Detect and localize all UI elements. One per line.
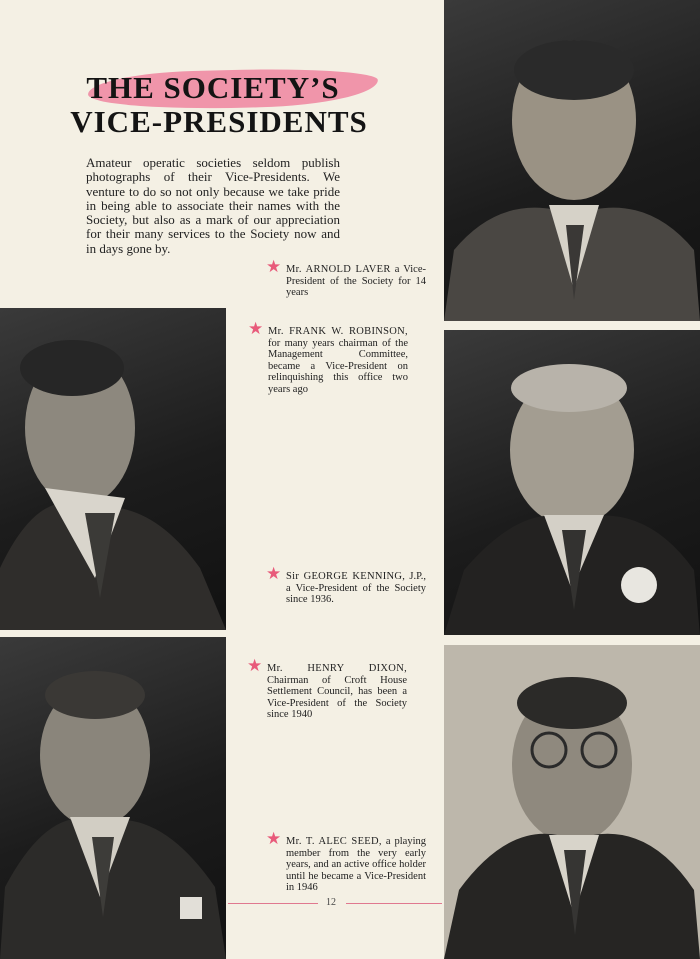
star-icon: ★	[248, 319, 264, 338]
caption-text: J.P., a Vice-President of the Society since 1936.	[286, 571, 426, 606]
caption-frank-robinson	[248, 319, 408, 396]
caption-text: a playing member from the very early years, and an active office holder until he became a Vice-President in 1946	[286, 836, 426, 894]
star-icon: ★	[266, 257, 282, 276]
caption-name: Mr. ARNOLD LAVER	[286, 264, 391, 275]
caption-henry-dixon	[247, 656, 407, 721]
portrait-alec-seed	[444, 645, 700, 959]
star-icon: ★	[247, 656, 263, 675]
portrait-george-kenning	[444, 330, 700, 635]
caption-text: Chairman of Croft House Settlement Council, has been a Vice-President of the Society since 1940	[267, 674, 407, 721]
caption-name: Mr. FRANK W. ROBINSON,	[268, 326, 408, 337]
caption-name: Mr. T. ALEC SEED,	[286, 836, 382, 847]
portrait-henry-dixon	[0, 637, 226, 959]
caption-name: Sir GEORGE KENNING,	[286, 571, 406, 582]
star-icon: ★	[266, 829, 282, 848]
star-icon: ★	[266, 564, 282, 583]
caption-name: Mr. HENRY DIXON,	[267, 663, 407, 674]
caption-george-kenning	[266, 564, 426, 606]
caption-text: a Vice-President of the Society for 14 years	[286, 264, 426, 299]
caption-text: for many years chairman of the Management Committee, became a Vice-President on relinquishing this office two years ago	[268, 337, 408, 395]
footer-rule-left	[228, 903, 318, 904]
portrait-arnold-laver	[444, 0, 700, 321]
intro-paragraph: Amateur operatic societies seldom publish photographs of their Vice-Presidents. We venture to do so not only because we take pride in being able to associate their names with the Society, but also as a mark of our appreciation for their many services to the Society now and in days gone by.	[86, 155, 340, 256]
heading-line-1: THE SOCIETY’S	[86, 70, 340, 105]
heading-line-2: VICE-PRESIDENTS	[70, 104, 368, 139]
caption-alec-seed	[266, 829, 426, 894]
footer-rule-right	[346, 903, 442, 904]
page-number: 12	[326, 897, 336, 908]
page-heading	[58, 66, 368, 146]
portrait-frank-robinson	[0, 308, 226, 630]
caption-arnold-laver	[266, 257, 426, 299]
